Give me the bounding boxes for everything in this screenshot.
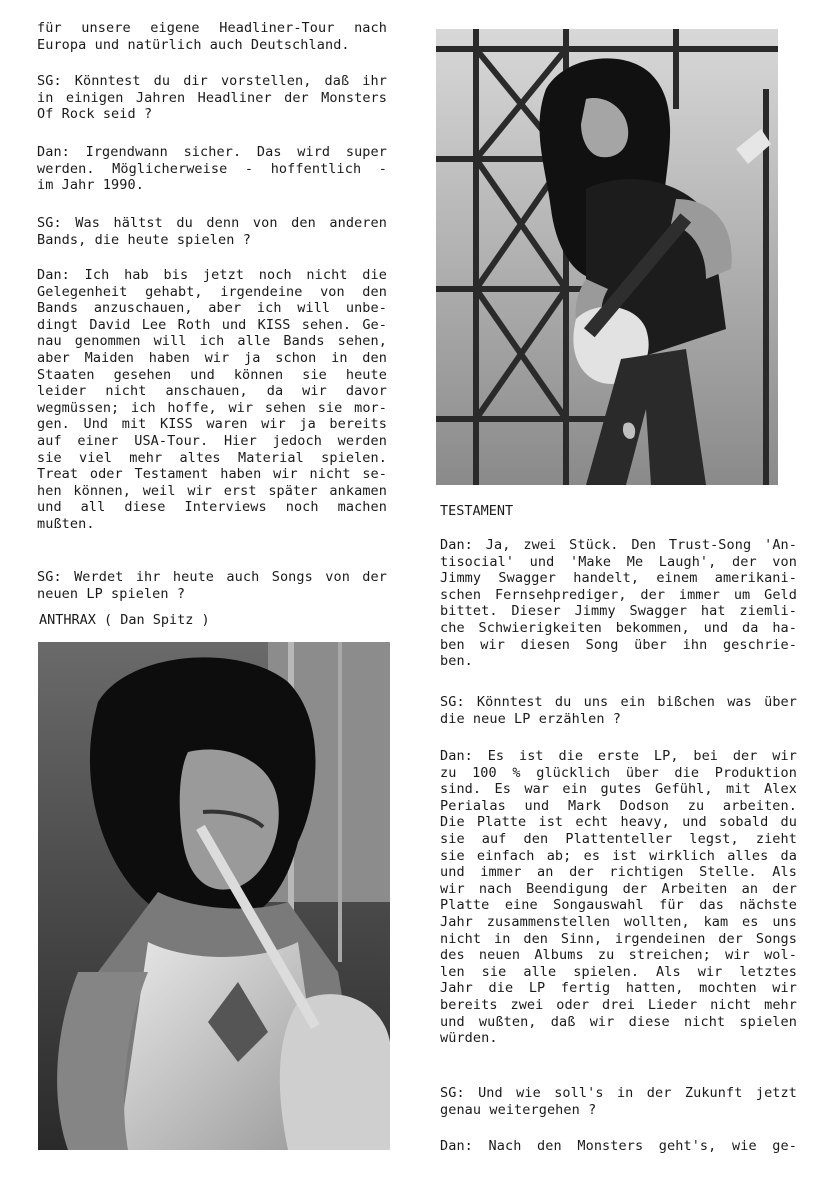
testament-guitarist-image (436, 29, 778, 485)
testament-photo-caption: TESTAMENT (440, 503, 514, 519)
anthrax-photo-caption: ANTHRAX ( Dan Spitz ) (39, 612, 210, 628)
left-paragraph-6: SG: Werdet ihr heute auch Songs von der neuen LP spielen ? (37, 569, 387, 602)
testament-photo (436, 29, 778, 485)
anthrax-photo (38, 642, 390, 1150)
left-paragraph-5: Dan: Ich hab bis jetzt noch nicht die Gelegenheit gehabt, irgendeine von den Bands anzuschauen, aber ich will unbe- dingt David Lee Roth und KISS sehen. Ge- nau genommen will ich alle Bands sehen, aber Maiden haben wir ja schon in den Staaten gesehen und können sie heute leider nicht anschauen, da wir davor wegmüssen; ich hoffe, wir sehen sie mor- gen. Und mit KISS waren wir ja bereits auf einer USA-Tour. Hier jedoch werden sie viel mehr altes Material spielen. Treat oder Testament haben wir nicht se- hen können, weil wir erst später ankamen und all diese Interviews noch machen mußten. (37, 267, 387, 532)
right-paragraph-2: SG: Könntest du uns ein bißchen was über die neue LP erzählen ? (440, 694, 797, 727)
right-paragraph-4: SG: Und wie soll's in der Zukunft jetzt genau weitergehen ? (440, 1085, 797, 1118)
right-paragraph-5: Dan: Nach den Monsters geht's, wie ge- (440, 1138, 797, 1154)
right-paragraph-1: Dan: Ja, zwei Stück. Den Trust-Song 'An- tisocial' und 'Make Me Laugh', der von Jimmy Swagger handelt, einem amerikani- schen Fernsehprediger, der immer um Geld bittet. Dieser Jimmy Swagger hat ziemli- che Schwierigkeiten bekommen, und da ha- ben wir diesen Song über ihn geschrie- ben. (440, 537, 797, 670)
left-paragraph-2: SG: Könntest du dir vorstellen, daß ihr in einigen Jahren Headliner der Monsters Of Rock seid ? (37, 73, 387, 123)
left-paragraph-3: Dan: Irgendwann sicher. Das wird super werden. Möglicherweise - hoffentlich - im Jahr 1990. (37, 144, 387, 194)
left-paragraph-1: für unsere eigene Headliner-Tour nach Europa und natürlich auch Deutschland. (37, 20, 387, 53)
right-paragraph-3: Dan: Es ist die erste LP, bei der wir zu 100 % glücklich über die Produktion sind. Es war ein gutes Gefühl, mit Alex Perialas und Mark Dodson zu arbeiten. Die Platte ist echt heavy, und sobald du sie auf den Plattenteller legst, zieht sie einfach ab; es ist wirklich alles da und immer an der richtigen Stelle. Als wir nach Beendigung der Arbeiten an der Platte eine Songauswahl für das nächste Jahr zusammenstellen wollten, kam es uns nicht in den Sinn, irgendeinen der Songs des neuen Albums zu streichen; wir wol- len sie alle spielen. Als wir letztes Jahr die LP fertig hatten, mochten wir bereits zwei oder drei Lieder nicht mehr und wußten, daß wir diese nicht spielen würden. (440, 748, 797, 1047)
anthrax-guitarist-image (38, 642, 390, 1150)
left-paragraph-4: SG: Was hältst du denn von den anderen Bands, die heute spielen ? (37, 215, 387, 248)
